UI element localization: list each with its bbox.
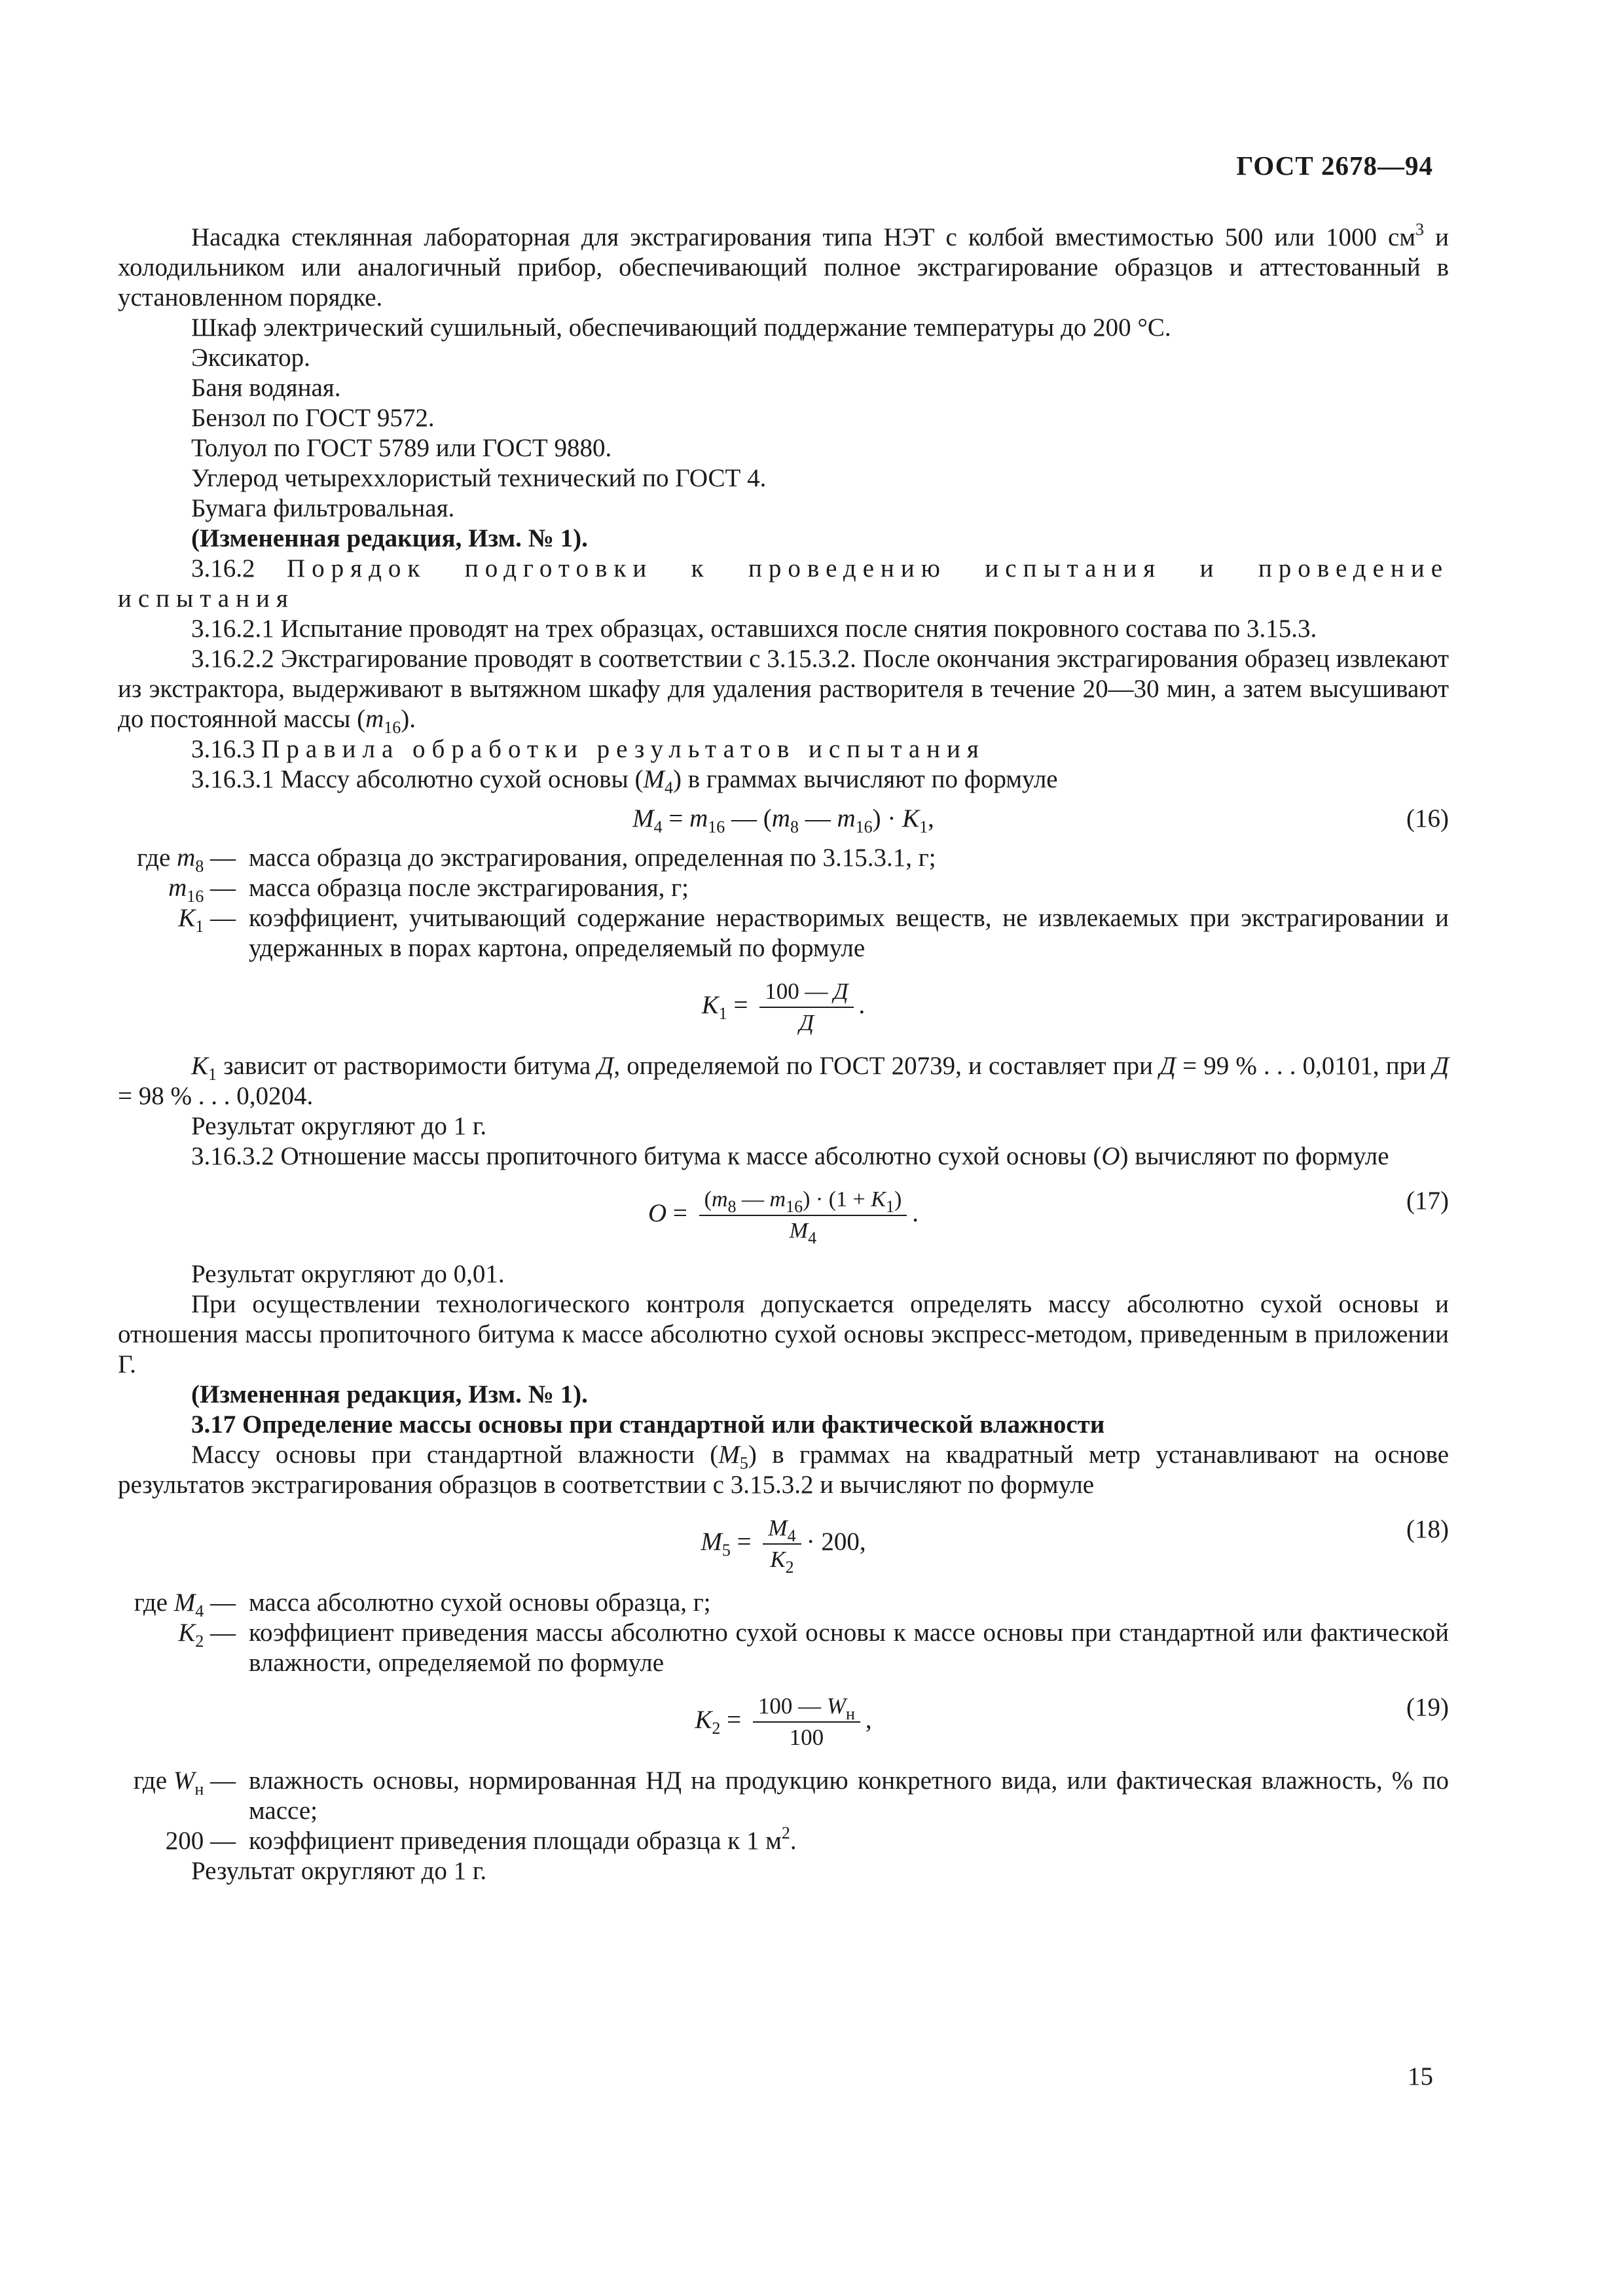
definition-row: 200 — коэффициент приведения площади образца к 1 $м^2$. [165,1823,797,1855]
paragraph-3-16-3-2: 3.16.3.2 Отношение массы пропиточного битума к массе абсолютно сухой основы (O) вычисляют по формуле [191,1142,1389,1170]
paragraph-3-16-2-1: 3.16.2.1 Испытание проводят на трех образцах, оставшихся после снятия покровного состава по 3.15.3. [191,615,1317,643]
definition-row: $K_2$ — коэффициент приведения массы абсолютно сухой основы к массе основы при стандартной или фактической влажности, определяемой по формуле [178,1619,1449,1677]
definition-row: где $m_8$ — масса образца до экстрагирования, определенная по 3.15.3.1, г; [137,844,936,876]
formula-19: $K_2$ = $\frac{100 — W_н}{100}$ , (19) [695,1693,1449,1750]
amendment-note: (Измененная редакция, Изм. № 1). [191,1380,588,1408]
section-heading-3-16-3: 3.16.3 Правила обработки результатов испытания [191,735,985,763]
rounding-note: Результат округляют до 1 г. [191,1112,487,1140]
paragraph-tech-control: При осуществлении технологического контроля допускается определять массу абсолютно сухой основы и отношения массы пропиточного битума к массе абсолютно сухой основы экспресс-методом, приведенным в приложении Г. [118,1290,1449,1378]
definition-row: где $W_н$ — влажность основы, нормированная НД на продукцию конкретного вида, или фактическая влажность, % по массе; [133,1767,1449,1825]
definition-row: $m_{16}$ — масса образца после экстрагирования, г; [168,874,689,906]
paragraph-3-16-3-1: 3.16.3.1 Массу абсолютно сухой основы $(M_4)$ в граммах вычисляют по формуле [191,765,1058,797]
rounding-note: Результат округляют до 1 г. [191,1857,487,1885]
paragraph-3-16-2-2: 3.16.2.2 Экстрагирование проводят в соответствии с 3.15.3.2. После окончания экстрагирования образец извлекают из экстрактора, выдерживают в вытяжном шкафу для удаления растворителя в течение 20—30 мин, а затем высушивают до постоянной массы $(m_{16})$. [118,645,1449,737]
list-item: Углерод четыреххлористый технический по ГОСТ 4. [191,464,767,492]
definitions-19 [118,1766,1449,1856]
list-item: Эксикатор. [191,344,310,372]
list-item: Толуол по ГОСТ 5789 или ГОСТ 9880. [191,434,612,462]
page-number: 15 [1408,2062,1433,2090]
list-item: Шкаф электрический сушильный, обеспечивающий поддержание температуры до 200 °С. [191,314,1171,342]
amendment-note: (Измененная редакция, Изм. № 1). [191,524,588,552]
definitions-18 [118,1588,1449,1678]
definition-row: где $M_4$ — масса абсолютно сухой основы образца, г; [134,1588,711,1621]
paragraph-apparatus: Насадка стеклянная лабораторная для экстрагирования типа НЭТ с колбой вместимостью 500 или 1000 $см^3$ и холодильником или аналогичный прибор, обеспечивающий полное экстрагирование образцов и аттестованный в установленном порядке. [118,220,1449,312]
definition-row: $K_1$ — коэффициент, учитывающий содержание нерастворимых веществ, не извлекаемых при экстрагировании и удержанных в порах картона, определяемый по формуле [178,904,1449,962]
paragraph-k1: $K_1$ зависит от растворимости битума Д, определяемой по ГОСТ 20739, и составляет при Д = 99 % . . . 0,0101, при Д = 98 % . . . 0,0204. [118,1052,1450,1110]
document-header: ГОСТ 2678—94 [1236,151,1433,181]
section-heading-3-17: 3.17 Определение массы основы при стандартной или фактической влажности [191,1410,1105,1439]
list-item: Бумага фильтровальная. [191,494,455,522]
page-content [118,220,1450,1886]
formula-16: $M_4 = m_{16}$ — ($m_8$ — $m_{16}) \cdot K_1$, (16) [632,804,1449,836]
equation-number: (17) [1406,1187,1449,1215]
list-item: Бензол по ГОСТ 9572. [191,404,435,432]
equation-number: (19) [1406,1693,1449,1721]
rounding-note: Результат округляют до 0,01. [191,1260,505,1288]
formula-k1: $K_1$ = $\frac{100 — Д}{Д}$ . [701,978,866,1035]
definitions-16 [118,843,1449,963]
section-heading-3-16-2: 3.16.2 Порядок подготовки к проведению испытания и проведение испытания [118,554,1449,613]
list-item: Баня водяная. [191,374,341,402]
paragraph-3-17: Массу основы при стандартной влажности $(M_5)$ в граммах на квадратный метр устанавливают на основе результатов экстрагирования образцов в соответствии с 3.15.3.2 и вычисляют по формуле [118,1441,1450,1499]
equation-number: (16) [1406,804,1449,833]
formula-18: $M_5$ = $\frac{M_4}{K_2}$ · 200, (18) [701,1515,1449,1577]
formula-17: O = $\frac{(m_8 — m_{16}) \cdot (1 + K_1)}{M_4}$ . (17) [647,1187,1449,1247]
equation-number: (18) [1406,1515,1449,1543]
